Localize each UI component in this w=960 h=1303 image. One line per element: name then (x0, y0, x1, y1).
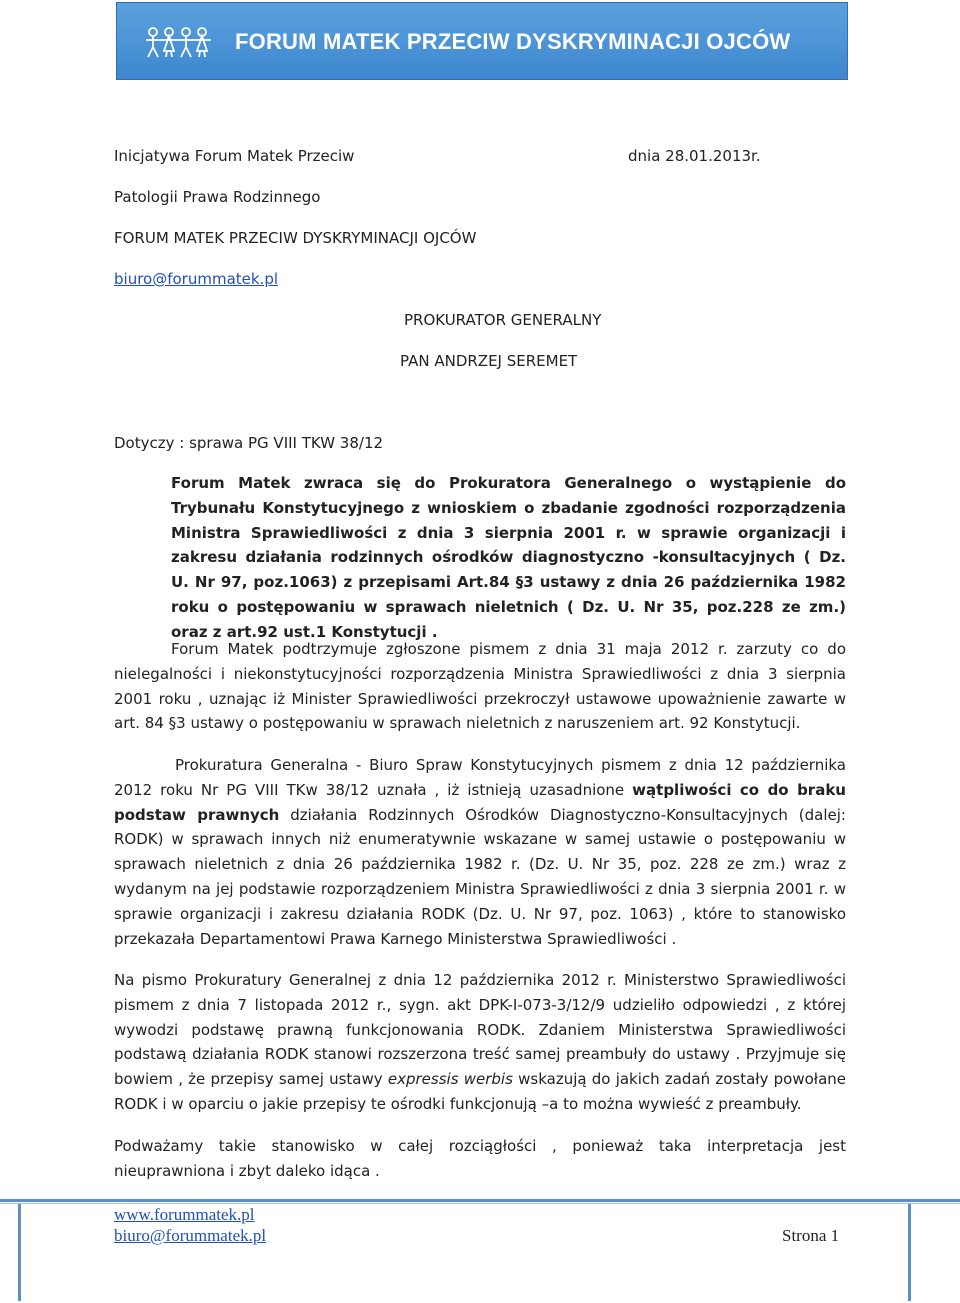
paragraph-4-part-1: Na pismo Prokuratury Generalnej z dnia 12 października 2012 r. Ministerstwo Sprawiedliwości pismem z dnia 7 listopada 2012 r., sygn. akt DPK-I-073-3/12/9 udzieliło odpowiedzi , z której wywodzi podstawę prawną funkcjonowania RODK. Zdaniem Ministerstwa Sprawiedliwości podstawą działania RODK stanowi rozszerzona treść samej preambuły do ustawy . Przyjmuje się bowiem , że przepisy samej ustawy (114, 971, 846, 1089)
paragraph-3-emphasis: wątpliwości co do braku podstaw prawnych (114, 780, 846, 824)
footer-divider (0, 1199, 960, 1202)
paragraph-3-part-2: działania Rodzinnych Ośrodków Diagnostyczno-Konsultacyjnych (dalej: RODK) w sprawach innych niż enumeratywnie wskazane w samej ustawie o postępowaniu w sprawach nieletnich z dnia 26 października 1982 r. (Dz. U. Nr 35, poz. 228 ze zm.) wraz z wydanym na jej podstawie rozporządzeniem Ministra Sprawiedliwości z dnia 3 sierpnia 2001 r. w sprawie organizacji i zakresu działania RODK (Dz. U. Nr 97, poz. 1063) , które to stanowisko przekazała Departamentowi Prawa Karnego Ministerstwa Sprawiedliwości . (114, 805, 846, 948)
page-number: Strona 1 (782, 1226, 840, 1245)
paragraph-1: Forum Matek zwraca się do Prokuratora Generalnego o wystąpienie do Trybunału Konstytucyjnego z wnioskiem o zbadanie zgodności rozporządzenia Ministra Sprawiedliwości z dnia 3 sierpnia 2001 r. w sprawie organizacji i zakresu działania rodzinnych ośrodków diagnostyczno -konsultacyjnych ( Dz. U. Nr 97, poz.1063) z przepisami Art.84 §3 ustawy z dnia 26 października 1982 roku o postępowaniu w sprawach nieletnich ( Dz. U. Nr 35, poz.228 ze zm.) oraz z art.92 ust.1 Konstytucji . (171, 474, 846, 641)
letter-date: dnia 28.01.2013r. (628, 147, 761, 165)
subject-line: Dotyczy : sprawa PG VIII TKW 38/12 (114, 434, 384, 452)
paragraph-4 (114, 968, 846, 1117)
banner-title: FORUM MATEK PRZECIW DYSKRYMINACJI OJCÓW (235, 29, 791, 54)
recipient-line-2: PAN ANDRZEJ SEREMET (400, 352, 578, 370)
paragraph-3-part-1: Prokuratura Generalna - Biuro Spraw Konstytucyjnych pismem z dnia 12 października 2012 roku Nr PG VIII TKw 38/12 uznała , iż istnieją uzasadnione (114, 756, 846, 799)
footer-bar-left (18, 1204, 21, 1301)
sender-line-2: Patologii Prawa Rodzinnego (114, 188, 321, 206)
recipient-line-1: PROKURATOR GENERALNY (404, 311, 602, 329)
sender-email-link[interactable]: biuro@forummatek.pl (114, 270, 279, 288)
sender-line-1: Inicjatywa Forum Matek Przeciw (114, 147, 355, 165)
paragraph-4-part-2: wskazują do jakich zadań zostały powołane RODK i w oparciu o jakie przepisy te ośrodki funkcjonują –a to można wywieść z preambuły. (114, 1070, 846, 1113)
sender-line-3: FORUM MATEK PRZECIW DYSKRYMINACJI OJCÓW (114, 229, 477, 247)
paragraph-5: Podważamy takie stanowisko w całej rozciągłości , ponieważ taka interpretacja jest nieuprawniona i zbyt daleko idąca . (114, 1137, 846, 1180)
header-banner (116, 2, 848, 80)
paragraph-4-italic: expressis werbis (387, 1070, 513, 1089)
footer-divider-thin (0, 1203, 960, 1204)
footer-email-link[interactable]: biuro@forummatek.pl (114, 1226, 267, 1245)
paragraph-3 (114, 753, 846, 951)
footer-website-link[interactable]: www.forummatek.pl (114, 1205, 255, 1224)
paragraph-2: Forum Matek podtrzymuje zgłoszone pismem z dnia 31 maja 2012 r. zarzuty co do nielegalności i niekonstytucyjności rozporządzenia Ministra Sprawiedliwości z dnia 3 sierpnia 2001 roku , uznając iż Minister Sprawiedliwości przekroczył ustawowe upoważnienie zawarte w art. 84 §3 ustawy o postępowaniu w sprawach nieletnich z naruszeniem art. 92 Konstytucji. (114, 640, 846, 733)
footer-bar-right (908, 1204, 911, 1301)
children-logo-icon (143, 25, 213, 61)
